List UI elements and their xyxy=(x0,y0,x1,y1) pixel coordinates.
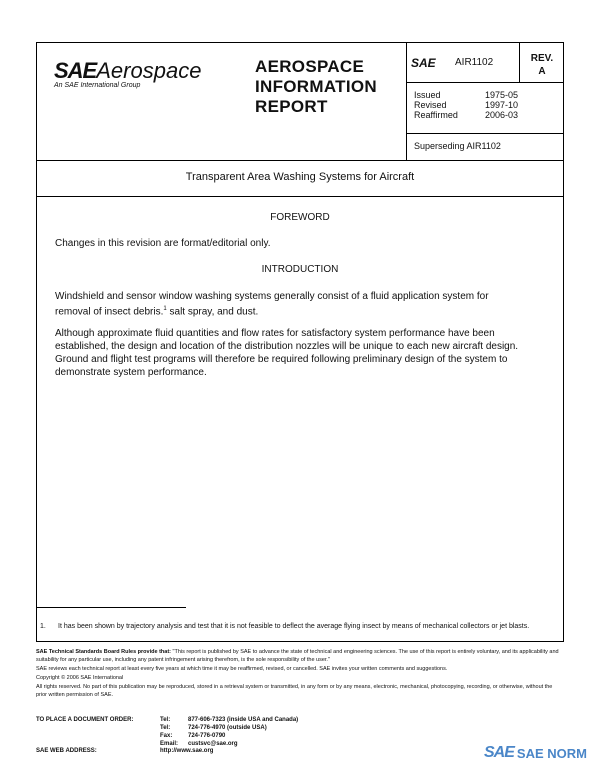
docnum-divider xyxy=(406,82,564,83)
footnote-rule xyxy=(36,607,186,608)
foreword-text: Changes in this revision are format/editorial only. xyxy=(55,238,271,249)
document-title: Transparent Area Washing Systems for Aircraft xyxy=(185,171,415,183)
order-contact-info: TO PLACE A DOCUMENT ORDER: Tel: 877-606-7323 (inside USA and Canada) Tel: 724-776-4970 (outside USA) Fax: 724-776-0790 Email: custsvc@sae.org xyxy=(36,717,299,747)
title-divider xyxy=(36,196,564,197)
introduction-paragraph-2: Although approximate fluid quantities and flow rates for satisfactory system performance have been established, the design and location of the distribution nozzles will be unique to each new aircraft design. Ground and flight test programs will therefore be required following preliminary design of the system to demonstrate system performance. xyxy=(55,328,519,378)
footnote: 1. It has been shown by trajectory analysis and test that it is not feasible to deflect the average flying insect by means of mechanical collectors or jet blasts. xyxy=(40,623,530,630)
sae-aerospace-logo: SAEAerospace An SAE International Group xyxy=(54,58,202,89)
report-type-title: AEROSPACE INFORMATION REPORT xyxy=(255,57,377,116)
sae-norm-stamp: SAE SAE NORM xyxy=(484,744,587,761)
dates-divider xyxy=(406,133,564,134)
introduction-heading: INTRODUCTION xyxy=(261,264,339,275)
document-dates: Issued 1975-05 Revised 1997-10 Reaffirmed 2006-03 xyxy=(414,90,518,120)
foreword-heading: FOREWORD xyxy=(270,212,330,223)
legal-notice: SAE Technical Standards Board Rules provide that: "This report is published by SAE to advance the state of technical and engineering sciences. The use of this report is entirely voluntary, and its applicability and suitability for any particular use, including any patent infringement arising therefrom, is the sole responsibility of the user." SAE reviews each technical report at least every five years at which time it may be reaffirmed, revised, or cancelled. SAE invites your written comments and suggestions. Copyright © 2006 SAE International All rights reserved. No part of this publication may be reproduced, stored in a retrieval system or transmitted, in any form or by any means, electronic, mechanical, photocopying, recording, or otherwise, without the prior written permission of SAE. xyxy=(36,649,559,698)
introduction-paragraph-1: Windshield and sensor window washing systems generally consist of a fluid application system for removal of insect debris.$^1$ salt spray, and dust. xyxy=(55,291,489,318)
document-number: AIR1102 xyxy=(455,57,494,68)
header-divider xyxy=(36,160,564,161)
revision-box: REV. A xyxy=(530,53,554,77)
superseding-note: Superseding AIR1102 xyxy=(414,141,501,151)
sae-mark: SAE xyxy=(411,56,436,70)
web-address-link[interactable]: http://www.sae.org xyxy=(160,748,214,754)
web-address: SAE WEB ADDRESS: http://www.sae.org xyxy=(36,748,214,754)
header-column-divider xyxy=(406,42,407,160)
